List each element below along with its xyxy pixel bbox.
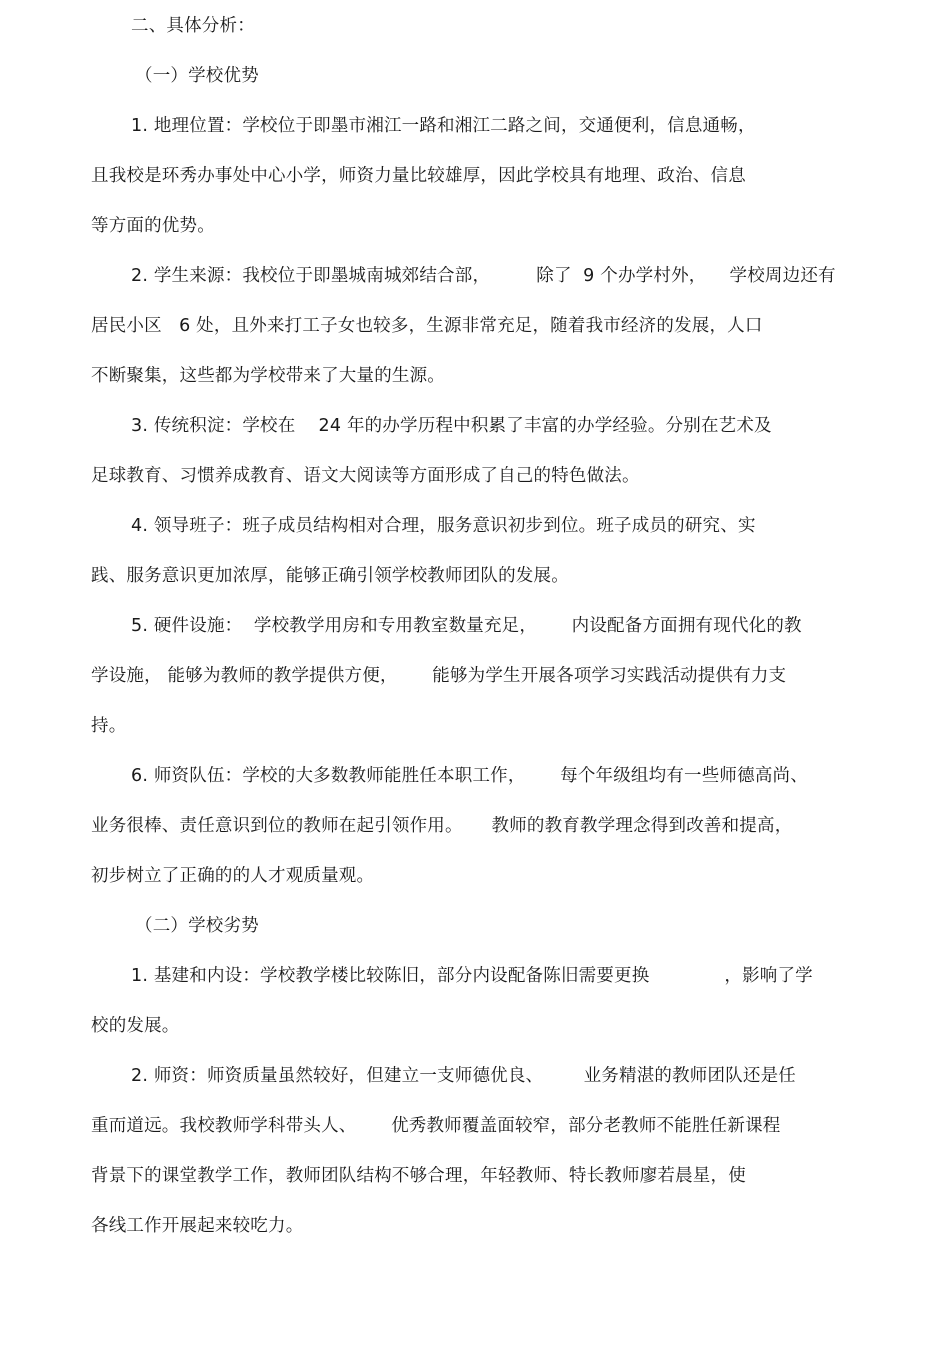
paragraph-line: 2. 学生来源：我校位于即墨城南城郊结合部， 除了 9 个办学村外， 学校周边还有 xyxy=(131,266,836,286)
paragraph-line: 各线工作开展起来较吃力。 xyxy=(91,1216,304,1236)
paragraph-line: 1. 基建和内设：学校教学楼比较陈旧，部分内设配备陈旧需要更换 ，影响了学 xyxy=(131,966,813,986)
paragraph-line: 足球教育、习惯养成教育、语文大阅读等方面形成了自己的特色做法。 xyxy=(91,466,640,486)
paragraph-line: 践、服务意识更加浓厚，能够正确引领学校教师团队的发展。 xyxy=(91,566,569,586)
paragraph-line: 2. 师资：师资质量虽然较好，但建立一支师德优良、 业务精湛的教师团队还是任 xyxy=(131,1066,796,1086)
paragraph-line: 背景下的课堂教学工作，教师团队结构不够合理，年轻教师、特长教师廖若晨星，使 xyxy=(91,1166,746,1186)
section-title: 二、具体分析： xyxy=(131,16,255,36)
paragraph-line: 4. 领导班子：班子成员结构相对合理，服务意识初步到位。班子成员的研究、实 xyxy=(131,516,756,536)
paragraph-line: 重而道远。我校教师学科带头人、 优秀教师覆盖面较窄，部分老教师不能胜任新课程 xyxy=(91,1116,781,1136)
paragraph-line: 6. 师资队伍：学校的大多数教师能胜任本职工作， 每个年级组均有一些师德高尚、 xyxy=(131,766,808,786)
paragraph-line: 初步树立了正确的的人才观质量观。 xyxy=(91,866,375,886)
paragraph-line: 且我校是环秀办事处中心小学，师资力量比较雄厚，因此学校具有地理、政治、信息 xyxy=(91,166,746,186)
strengths-heading: （一）学校优势 xyxy=(135,66,259,86)
paragraph-line: 不断聚集，这些都为学校带来了大量的生源。 xyxy=(91,366,445,386)
paragraph-line: 1. 地理位置：学校位于即墨市湘江一路和湘江二路之间，交通便利，信息通畅， xyxy=(131,116,756,136)
paragraph-line: 校的发展。 xyxy=(91,1016,180,1036)
weaknesses-heading: （二）学校劣势 xyxy=(135,916,259,936)
paragraph-line: 居民小区 6 处，且外来打工子女也较多，生源非常充足，随着我市经济的发展，人口 xyxy=(91,316,763,336)
paragraph-line: 5. 硬件设施： 学校教学用房和专用教室数量充足， 内设配备方面拥有现代化的教 xyxy=(131,616,802,636)
paragraph-line: 3. 传统积淀：学校在 24 年的办学历程中积累了丰富的办学经验。分别在艺术及 xyxy=(131,416,772,436)
paragraph-line: 学设施， 能够为教师的教学提供方便， 能够为学生开展各项学习实践活动提供有力支 xyxy=(91,666,787,686)
paragraph-line: 等方面的优势。 xyxy=(91,216,215,236)
paragraph-line: 业务很棒、责任意识到位的教师在起引领作用。 教师的教育教学理念得到改善和提高， xyxy=(91,816,793,836)
paragraph-line: 持。 xyxy=(91,716,127,736)
